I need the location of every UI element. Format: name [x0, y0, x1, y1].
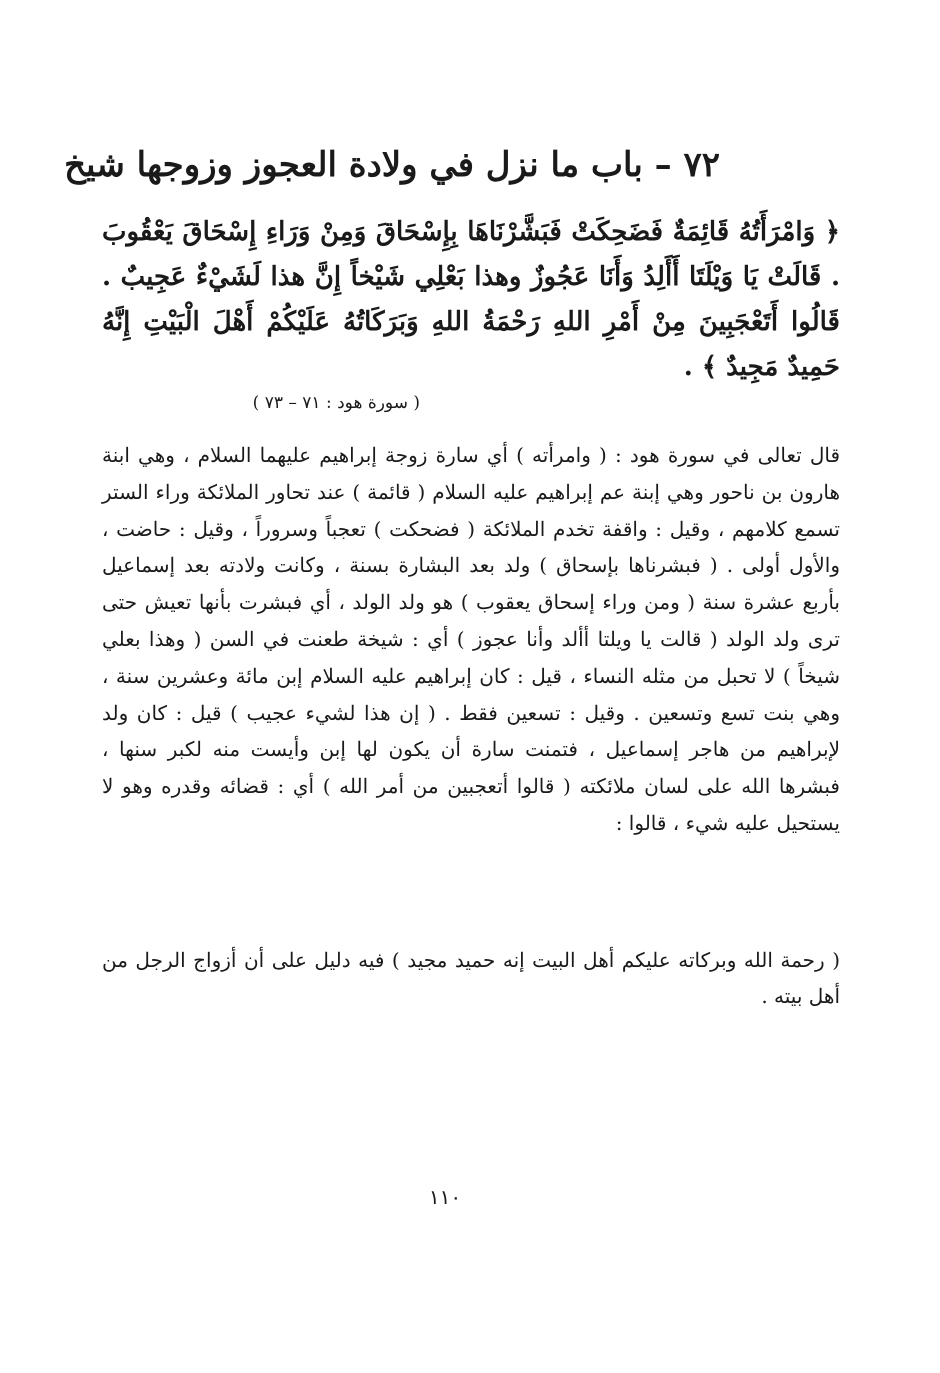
commentary-paragraph: قال تعالى في سورة هود : ( وامرأته ) أي سارة زوجة إبراهيم عليهما السلام ، وهي ابنة هارون بن ناحور وهي إبنة عم إبراهيم عليه السلام ( قائمة ) عند تحاور الملائكة وراء الستر تسمع كلامهم ، وقيل : واقفة تخدم الملائكة ( فضحكت ) تعجباً وسروراً ، وقيل : حاضت ، والأول أولى . ( فبشرناها بإسحاق ) ولد بعد البشارة بسنة ، وكانت ولادته بعد إسماعيل بأربع عشرة سنة ( ومن وراء إسحاق يعقوب ) هو ولد الولد ، أي فبشرت بأنها تعيش حتى ترى ولد الولد ( قالت يا ويلتا أألد وأنا عجوز ) أي : شيخة طعنت في السن ( وهذا بعلي شيخاً ) لا تحبل من مثله النساء ، قيل : كان إبراهيم عليه السلام إبن مائة وعشرين سنة ، وهي بنت تسع وتسعين . وقيل : تسعين فقط . ( إن هذا لشيء عجيب ) قيل : كان ولد لإبراهيم من هاجر إسماعيل ، فتمنت سارة أن يكون لها إبن وأيست منه لكبر سنها ، فبشرها الله على لسان ملائكته ( قالوا أتعجبين من أمر الله ) أي : قضائه وقدره وهو لا يستحيل عليه شيء ، قالوا :: [102, 443, 840, 835]
verse-reference: ( سورة هود : ٧١ – ٧٣ ): [252, 393, 420, 413]
page-number: ١١٠: [428, 1185, 462, 1209]
closing-paragraph: ( رحمة الله وبركاته عليكم أهل البيت إنه حميد مجيد ) فيه دليل على أن أزواج الرجل من أهل بيته .: [102, 948, 840, 1008]
quran-verse: ﴿ وَامْرَأَتُهُ قَائِمَةٌ فَضَحِكَتْ فَبَشَّرْنَاهَا بِإِسْحَاقَ وَمِنْ وَرَاءِ إِسْحَاقَ يَعْقُوبَ . قَالَتْ يَا وَيْلَتَا أَأَلِدُ وَأَنَا عَجُوزٌ وهذا بَعْلِي شَيْخاً إِنَّ هذا لَشَيْءٌ عَجِيبٌ . قَالُوا أَتَعْجَبِينَ مِنْ أَمْرِ اللهِ رَحْمَةُ اللهِ وَبَرَكَاتُهُ عَلَيْكُمْ أَهْلَ الْبَيْتِ إِنَّهُ حَمِيدٌ مَجِيدٌ ﴾ .: [102, 217, 840, 382]
chapter-title: ٧٢ – باب ما نزل في ولادة العجوز وزوجها شيخ: [64, 145, 720, 185]
